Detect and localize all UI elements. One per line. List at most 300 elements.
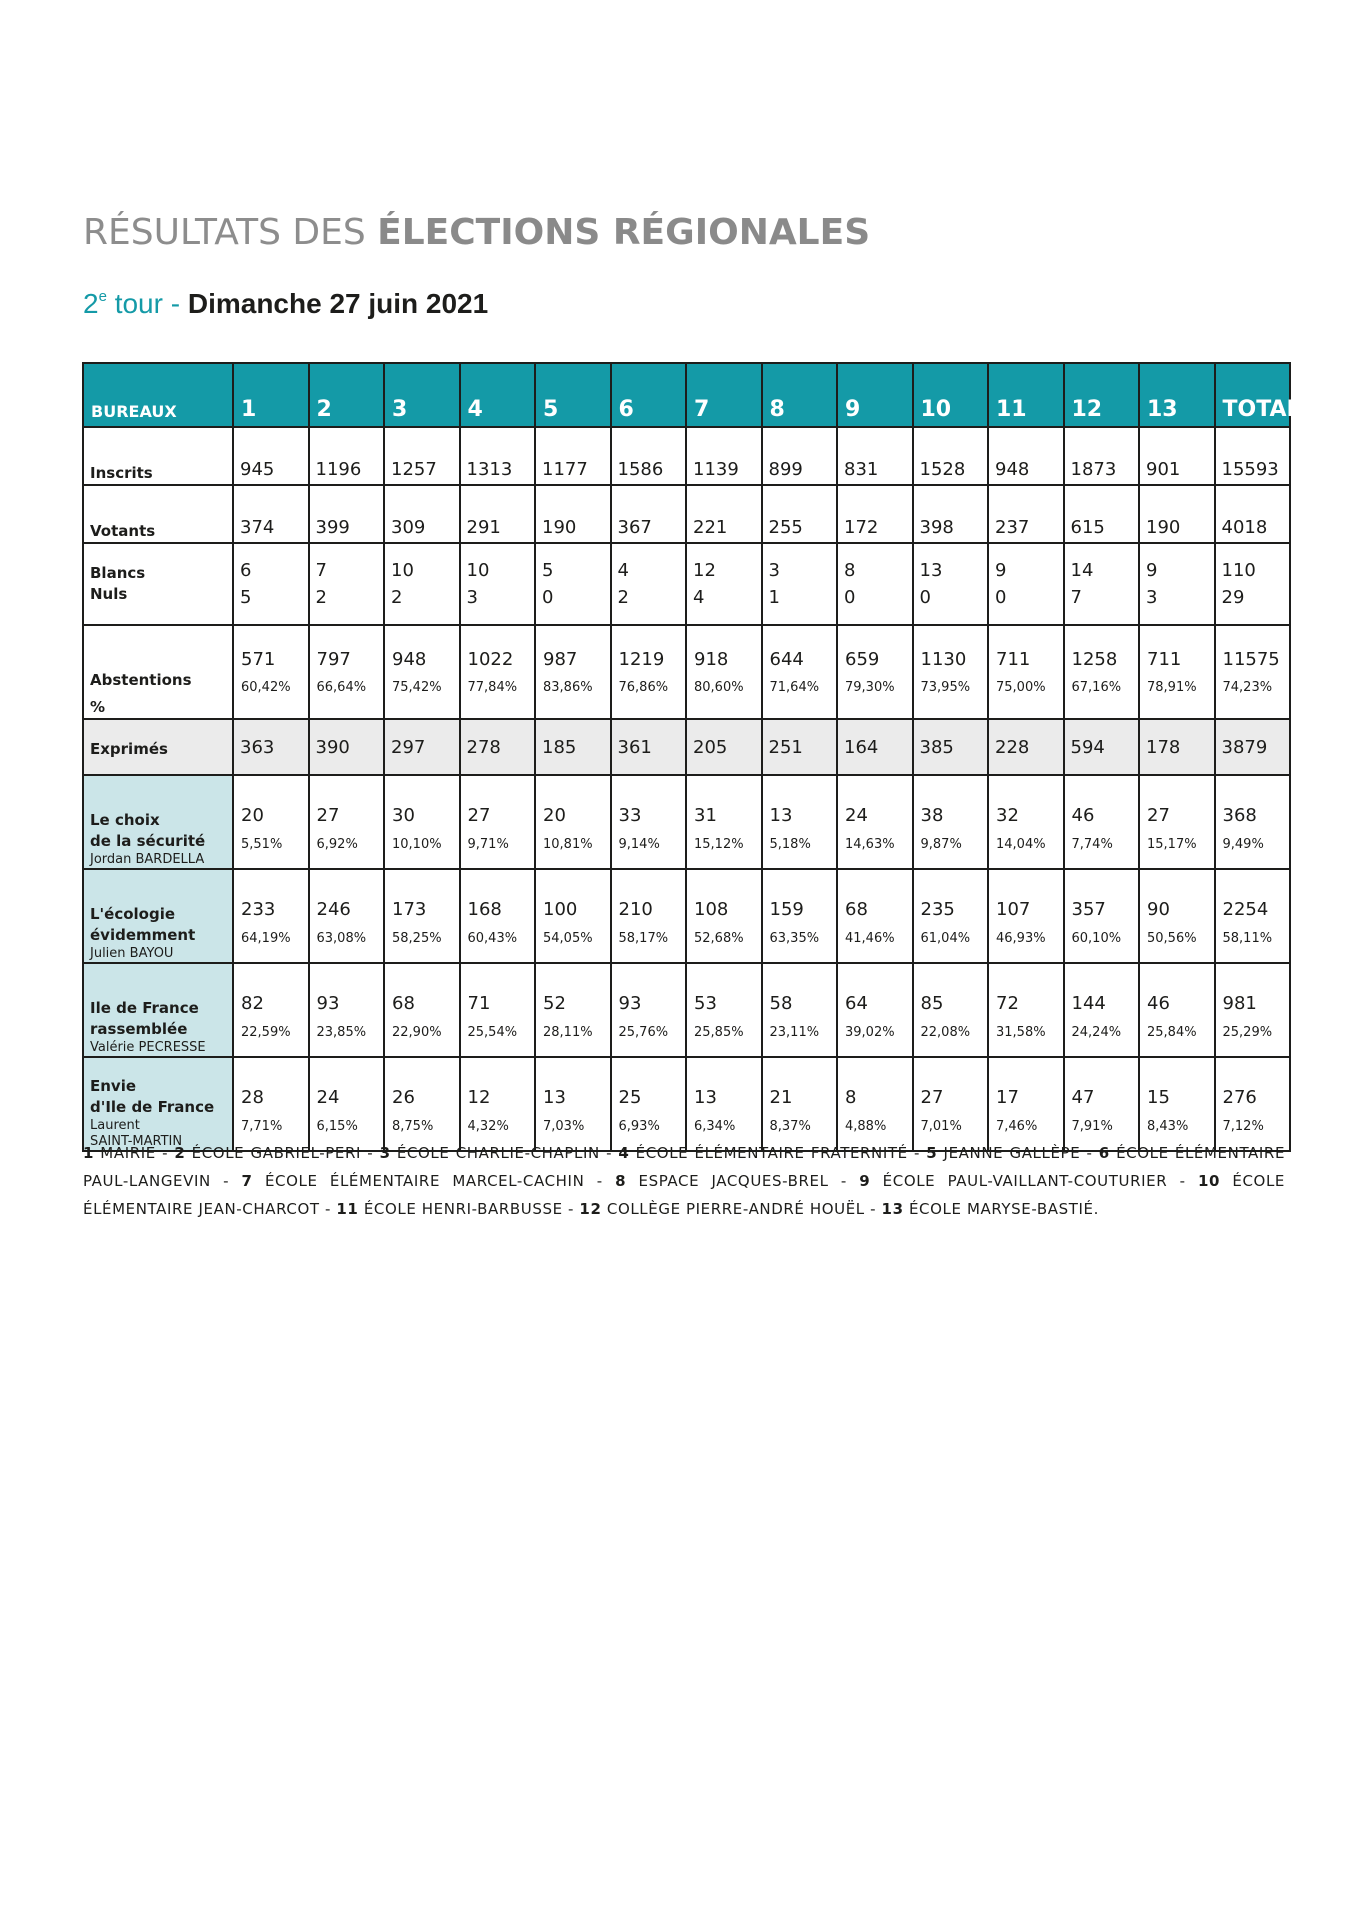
candidate-votes: 82 xyxy=(241,992,264,1014)
header-col-4: 4 xyxy=(460,363,536,427)
abstentions-value: 1022 xyxy=(467,649,514,670)
votants-cell: 398 xyxy=(913,485,989,543)
candidate-pct: 54,05% xyxy=(543,930,593,946)
header-col-13: 13 xyxy=(1139,363,1215,427)
title-bold: ÉLECTIONS RÉGIONALES xyxy=(377,212,871,253)
candidate-name: Julien BAYOU xyxy=(90,946,174,961)
candidate-pct: 5,51% xyxy=(241,836,283,852)
abstentions-pct: 79,30% xyxy=(845,680,895,695)
candidate-cell xyxy=(686,963,762,1057)
legend-name: ÉCOLE CHARLIE-CHAPLIN xyxy=(396,1144,600,1162)
exprimes-cell: 363 xyxy=(233,719,309,775)
legend-name: ÉCOLE ÉLÉMENTAIRE FRATERNITÉ xyxy=(635,1144,908,1162)
legend-name: COLLÈGE PIERRE-ANDRÉ HOUËL xyxy=(606,1200,865,1218)
tour-superscript: e xyxy=(98,288,107,305)
legend-number: 5 xyxy=(926,1144,938,1162)
candidate-votes: 233 xyxy=(241,898,276,920)
list-name-line1: Ile de France xyxy=(90,999,199,1017)
blancs-nuls-cell xyxy=(309,543,385,625)
header-col-1: 1 xyxy=(233,363,309,427)
inscrits-cell: 1873 xyxy=(1064,427,1140,485)
blancs-value: 10 xyxy=(466,560,490,581)
legend-number: 12 xyxy=(579,1200,602,1218)
nuls-value: 4 xyxy=(693,587,705,608)
header-col-9: 9 xyxy=(837,363,913,427)
candidate-votes: 24 xyxy=(316,1086,340,1108)
nuls-value: 0 xyxy=(844,587,856,608)
candidate-votes: 30 xyxy=(392,804,415,826)
votants-cell: 309 xyxy=(384,485,460,543)
abstentions-cell xyxy=(837,625,913,719)
candidate-pct: 6,15% xyxy=(316,1118,358,1134)
votants-cell: 237 xyxy=(988,485,1064,543)
candidate-votes: 368 xyxy=(1222,804,1257,826)
header-col-5: 5 xyxy=(535,363,611,427)
tour-number: 2 xyxy=(83,288,99,319)
label-abstentions-pct: % xyxy=(90,698,106,716)
candidate-votes: 26 xyxy=(392,1086,415,1108)
row-inscrits xyxy=(83,427,1290,485)
candidate-cell xyxy=(460,1057,536,1151)
row-abstentions xyxy=(83,625,1290,719)
nuls-value: 5 xyxy=(240,587,252,608)
label-abstentions xyxy=(83,625,233,719)
header-col-10: 10 xyxy=(913,363,989,427)
candidate-votes: 72 xyxy=(996,992,1019,1014)
abstentions-value: 918 xyxy=(694,649,729,670)
votants-cell: 4018 xyxy=(1215,485,1291,543)
candidate-cell xyxy=(309,1057,385,1151)
candidate-votes: 15 xyxy=(1147,1086,1170,1108)
blancs-value: 10 xyxy=(391,560,414,581)
candidate-votes: 21 xyxy=(769,1086,793,1108)
candidate-name: Valérie PECRESSE xyxy=(90,1040,206,1055)
inscrits-cell: 948 xyxy=(988,427,1064,485)
candidate-votes: 27 xyxy=(1147,804,1170,826)
candidate-label xyxy=(83,869,233,963)
candidate-votes: 93 xyxy=(316,992,340,1014)
votants-cell: 190 xyxy=(1139,485,1215,543)
candidate-pct: 28,11% xyxy=(543,1024,593,1040)
header-col-11: 11 xyxy=(988,363,1064,427)
candidate-votes: 20 xyxy=(241,804,264,826)
abstentions-value: 644 xyxy=(769,649,804,670)
candidate-pct: 7,01% xyxy=(920,1118,962,1134)
candidate-cell xyxy=(460,775,536,869)
votants-cell: 255 xyxy=(762,485,838,543)
abstentions-cell xyxy=(686,625,762,719)
candidate-pct: 22,90% xyxy=(392,1024,442,1040)
candidate-cell xyxy=(233,963,309,1057)
candidate-cell xyxy=(762,1057,838,1151)
candidate-cell xyxy=(913,775,989,869)
abstentions-cell xyxy=(233,625,309,719)
candidate-pct: 25,29% xyxy=(1222,1024,1273,1040)
candidate-pct: 14,04% xyxy=(996,836,1046,852)
candidate-votes: 25 xyxy=(618,1086,642,1108)
list-name-line1: L'écologie xyxy=(90,905,176,923)
abstentions-pct: 76,86% xyxy=(618,680,669,695)
candidate-cell xyxy=(233,775,309,869)
blancs-value: 4 xyxy=(617,560,629,581)
candidate-pct: 8,43% xyxy=(1147,1118,1189,1134)
legend-name: ÉCOLE ÉLÉMENTAIRE MARCEL-CACHIN xyxy=(264,1172,585,1190)
legend-name: ÉCOLE PAUL-VAILLANT-COUTURIER xyxy=(882,1172,1168,1190)
tour-word: tour - xyxy=(106,288,188,319)
candidate-pct: 58,17% xyxy=(618,930,669,946)
nuls-value: 0 xyxy=(542,587,554,608)
candidate-votes: 85 xyxy=(920,992,944,1014)
list-name-line1: Envie xyxy=(90,1077,137,1095)
candidate-votes: 27 xyxy=(467,804,491,826)
candidate-cell xyxy=(384,775,460,869)
blancs-nuls-cell xyxy=(762,543,838,625)
candidate-row xyxy=(83,1057,1290,1151)
candidate-cell xyxy=(535,963,611,1057)
candidate-votes: 13 xyxy=(543,1086,566,1108)
candidate-pct: 14,63% xyxy=(845,836,895,852)
candidate-cell xyxy=(988,775,1064,869)
candidate-votes: 58 xyxy=(769,992,793,1014)
candidate-label xyxy=(83,775,233,869)
candidate-pct: 23,11% xyxy=(769,1024,820,1040)
legend-number: 2 xyxy=(174,1144,186,1162)
exprimes-cell: 251 xyxy=(762,719,838,775)
header-row xyxy=(83,363,1290,427)
abstentions-pct: 80,60% xyxy=(694,680,744,695)
candidate-pct: 7,03% xyxy=(543,1118,585,1134)
header-col-3: 3 xyxy=(384,363,460,427)
candidate-cell xyxy=(988,963,1064,1057)
label-inscrits: Inscrits xyxy=(83,427,233,485)
legend-number: 7 xyxy=(241,1172,253,1190)
abstentions-value: 659 xyxy=(845,649,880,670)
abstentions-value: 711 xyxy=(1147,649,1182,670)
abstentions-pct: 73,95% xyxy=(920,680,971,695)
blancs-nuls-cell xyxy=(1064,543,1140,625)
candidate-pct: 4,32% xyxy=(467,1118,509,1134)
candidate-cell xyxy=(535,775,611,869)
legend-number: 1 xyxy=(83,1144,95,1162)
candidate-pct: 9,87% xyxy=(920,836,962,852)
candidate-cell xyxy=(762,963,838,1057)
candidate-votes: 173 xyxy=(392,898,427,920)
candidate-cell xyxy=(611,775,687,869)
candidate-label xyxy=(83,1057,233,1151)
exprimes-cell: 297 xyxy=(384,719,460,775)
abstentions-pct: 78,91% xyxy=(1147,680,1197,695)
candidate-votes: 235 xyxy=(920,898,955,920)
candidate-cell xyxy=(384,869,460,963)
candidate-pct: 7,12% xyxy=(1222,1118,1264,1134)
candidate-pct: 8,37% xyxy=(769,1118,811,1134)
votants-cell: 615 xyxy=(1064,485,1140,543)
candidate-pct: 58,25% xyxy=(392,930,442,946)
blancs-value: 7 xyxy=(315,560,327,581)
candidate-pct: 10,10% xyxy=(392,836,442,852)
bureaux-legend: 1 MAIRIE - 2 ÉCOLE GABRIEL-PERI - 3 ÉCOLE CHARLIE-CHAPLIN - 4 ÉCOLE ÉLÉMENTAIRE FRATERNITÉ - 5 JEANNE GALLÈPE - 6 ÉCOLE ÉLÉMENTAIRE PAUL-LANGEVIN - 7 ÉCOLE ÉLÉMENTAIRE MARCEL-CACHIN - 8 ESPACE JACQUES-BREL - 9 ÉCOLE PAUL-VAILLANT-COUTURIER - 10 ÉCOLE ÉLÉMENTAIRE JEAN-CHARCOT - 11 ÉCOLE HENRI-BARBUSSE - 12 COLLÈGE PIERRE-ANDRÉ HOUËL - 13 ÉCOLE MARYSE-BASTIÉ. xyxy=(83,1144,1286,1218)
legend-number: 10 xyxy=(1197,1172,1221,1190)
candidate-pct: 5,18% xyxy=(769,836,811,852)
candidate-votes: 33 xyxy=(618,804,642,826)
votants-cell: 172 xyxy=(837,485,913,543)
candidate-pct: 9,71% xyxy=(467,836,509,852)
candidate-cell xyxy=(1215,869,1291,963)
label-blancs: Blancs xyxy=(90,564,146,582)
candidate-pct: 60,43% xyxy=(467,930,518,946)
candidate-pct: 9,49% xyxy=(1222,836,1264,852)
candidate-cell xyxy=(384,1057,460,1151)
abstentions-cell xyxy=(988,625,1064,719)
nuls-value: 29 xyxy=(1221,587,1245,608)
exprimes-cell: 185 xyxy=(535,719,611,775)
abstentions-pct: 67,16% xyxy=(1071,680,1122,695)
inscrits-cell: 15593 xyxy=(1215,427,1291,485)
candidate-cell xyxy=(1139,775,1215,869)
candidate-pct: 23,85% xyxy=(316,1024,367,1040)
abstentions-pct: 77,84% xyxy=(467,680,518,695)
candidate-votes: 159 xyxy=(769,898,804,920)
blancs-value: 6 xyxy=(240,560,252,581)
candidate-cell xyxy=(611,1057,687,1151)
legend-name: ÉCOLE ÉLÉMENTAIRE JEAN-CHARCOT xyxy=(83,1172,1285,1218)
legend-name: ÉCOLE ÉLÉMENTAIRE PAUL-LANGEVIN xyxy=(83,1144,1286,1190)
votants-cell: 374 xyxy=(233,485,309,543)
candidate-cell xyxy=(309,869,385,963)
abstentions-cell xyxy=(762,625,838,719)
votants-cell: 399 xyxy=(309,485,385,543)
candidate-pct: 39,02% xyxy=(845,1024,895,1040)
candidate-pct: 15,12% xyxy=(694,836,744,852)
blancs-nuls-cell xyxy=(686,543,762,625)
inscrits-cell: 1139 xyxy=(686,427,762,485)
abstentions-cell xyxy=(1064,625,1140,719)
candidate-cell xyxy=(1139,869,1215,963)
candidate-cell xyxy=(1139,1057,1215,1151)
exprimes-cell: 278 xyxy=(460,719,536,775)
abstentions-pct: 83,86% xyxy=(543,680,593,695)
label-exprimes: Exprimés xyxy=(83,719,233,775)
tour-label xyxy=(83,288,188,319)
inscrits-cell: 899 xyxy=(762,427,838,485)
row-votants xyxy=(83,485,1290,543)
legend-name: MAIRIE xyxy=(100,1144,156,1162)
blancs-nuls-cell xyxy=(1139,543,1215,625)
inscrits-cell: 1586 xyxy=(611,427,687,485)
abstentions-value: 1219 xyxy=(618,649,665,670)
candidate-pct: 24,24% xyxy=(1071,1024,1122,1040)
candidate-cell xyxy=(686,869,762,963)
candidate-pct: 25,85% xyxy=(694,1024,744,1040)
list-name-line2: d'Ile de France xyxy=(90,1098,215,1116)
candidate-votes: 31 xyxy=(694,804,717,826)
blancs-value: 5 xyxy=(542,560,554,581)
candidate-votes: 27 xyxy=(316,804,340,826)
title-light: RÉSULTATS DES xyxy=(83,212,378,253)
abstentions-pct: 71,64% xyxy=(769,680,820,695)
inscrits-cell: 1528 xyxy=(913,427,989,485)
header-col-7: 7 xyxy=(686,363,762,427)
header-col-14: TOTAL xyxy=(1215,363,1291,427)
abstentions-value: 1258 xyxy=(1071,649,1118,670)
candidate-votes: 8 xyxy=(845,1086,857,1108)
blancs-value: 13 xyxy=(919,560,943,581)
page-title xyxy=(83,212,870,253)
candidate-cell xyxy=(762,775,838,869)
candidate-votes: 2254 xyxy=(1222,898,1269,920)
candidate-pct: 41,46% xyxy=(845,930,895,946)
candidate-cell xyxy=(988,869,1064,963)
abstentions-cell xyxy=(384,625,460,719)
nuls-value: 3 xyxy=(466,587,478,608)
candidate-votes: 28 xyxy=(241,1086,264,1108)
candidate-votes: 47 xyxy=(1071,1086,1095,1108)
nuls-value: 2 xyxy=(315,587,327,608)
candidate-pct: 61,04% xyxy=(920,930,971,946)
label-blancs-nuls xyxy=(83,543,233,625)
candidate-votes: 13 xyxy=(769,804,793,826)
candidate-cell xyxy=(309,963,385,1057)
legend-name: ÉCOLE HENRI-BARBUSSE xyxy=(363,1200,563,1218)
candidate-pct: 58,11% xyxy=(1222,930,1273,946)
candidate-cell xyxy=(460,963,536,1057)
label-abstentions-text: Abstentions xyxy=(90,671,192,689)
page-subtitle xyxy=(83,288,488,320)
candidate-votes: 20 xyxy=(543,804,566,826)
nuls-value: 1 xyxy=(768,587,780,608)
candidate-pct: 46,93% xyxy=(996,930,1046,946)
abstentions-pct: 60,42% xyxy=(241,680,291,695)
candidate-cell xyxy=(309,775,385,869)
candidate-cell xyxy=(1139,963,1215,1057)
exprimes-cell: 385 xyxy=(913,719,989,775)
candidate-cell xyxy=(913,963,989,1057)
candidate-votes: 71 xyxy=(467,992,491,1014)
nuls-value: 2 xyxy=(391,587,403,608)
candidate-votes: 46 xyxy=(1147,992,1170,1014)
candidate-cell xyxy=(913,869,989,963)
exprimes-cell: 178 xyxy=(1139,719,1215,775)
abstentions-pct: 75,00% xyxy=(996,680,1046,695)
candidate-votes: 981 xyxy=(1222,992,1257,1014)
election-date: Dimanche 27 juin 2021 xyxy=(187,288,489,319)
abstentions-cell xyxy=(1215,625,1291,719)
abstentions-value: 711 xyxy=(996,649,1031,670)
header-col-8: 8 xyxy=(762,363,838,427)
results-table xyxy=(82,362,1301,1152)
blancs-value: 3 xyxy=(768,560,780,581)
candidate-name: Laurent xyxy=(90,1118,140,1133)
abstentions-cell xyxy=(913,625,989,719)
nuls-value: 0 xyxy=(995,587,1007,608)
legend-number: 3 xyxy=(379,1144,391,1162)
candidate-pct: 63,08% xyxy=(316,930,367,946)
candidate-votes: 276 xyxy=(1222,1086,1257,1108)
candidate-votes: 24 xyxy=(845,804,868,826)
candidate-votes: 46 xyxy=(1071,804,1095,826)
abstentions-cell xyxy=(309,625,385,719)
blancs-value: 9 xyxy=(1146,560,1158,581)
candidate-pct: 63,35% xyxy=(769,930,820,946)
candidate-votes: 168 xyxy=(467,898,502,920)
candidate-pct: 6,92% xyxy=(316,836,358,852)
candidate-row xyxy=(83,775,1290,869)
nuls-value: 3 xyxy=(1146,587,1158,608)
blancs-nuls-cell xyxy=(1215,543,1291,625)
candidate-pct: 15,17% xyxy=(1147,836,1197,852)
row-blancs-nuls xyxy=(83,543,1290,625)
candidate-row xyxy=(83,869,1290,963)
candidate-votes: 357 xyxy=(1071,898,1106,920)
inscrits-cell: 1177 xyxy=(535,427,611,485)
candidate-votes: 64 xyxy=(845,992,868,1014)
candidate-cell xyxy=(686,1057,762,1151)
candidate-votes: 12 xyxy=(467,1086,491,1108)
label-votants: Votants xyxy=(83,485,233,543)
legend-number: 8 xyxy=(615,1172,627,1190)
candidate-pct: 25,76% xyxy=(618,1024,669,1040)
legend-name: ESPACE JACQUES-BREL xyxy=(638,1172,829,1190)
candidate-cell xyxy=(611,963,687,1057)
blancs-value: 110 xyxy=(1221,560,1256,581)
candidate-name: Jordan BARDELLA xyxy=(90,852,205,867)
label-nuls: Nuls xyxy=(90,585,128,603)
blancs-value: 12 xyxy=(693,560,716,581)
votants-cell: 367 xyxy=(611,485,687,543)
exprimes-cell: 3879 xyxy=(1215,719,1291,775)
candidate-cell xyxy=(988,1057,1064,1151)
inscrits-cell: 831 xyxy=(837,427,913,485)
blancs-value: 8 xyxy=(844,560,856,581)
candidate-votes: 27 xyxy=(920,1086,944,1108)
legend-number: 4 xyxy=(618,1144,630,1162)
abstentions-value: 797 xyxy=(316,649,351,670)
candidate-cell xyxy=(384,963,460,1057)
candidate-cell xyxy=(535,869,611,963)
candidate-pct: 6,34% xyxy=(694,1118,736,1134)
inscrits-cell: 1196 xyxy=(309,427,385,485)
candidate-cell xyxy=(1064,869,1140,963)
candidate-cell xyxy=(686,775,762,869)
candidate-label xyxy=(83,963,233,1057)
candidate-cell xyxy=(1064,775,1140,869)
blancs-nuls-cell xyxy=(913,543,989,625)
candidate-pct: 64,19% xyxy=(241,930,291,946)
blancs-nuls-cell xyxy=(460,543,536,625)
candidate-cell xyxy=(1215,1057,1291,1151)
candidate-pct: 7,74% xyxy=(1071,836,1113,852)
candidate-votes: 17 xyxy=(996,1086,1019,1108)
list-name-line2: rassemblée xyxy=(90,1020,188,1038)
abstentions-pct: 75,42% xyxy=(392,680,442,695)
inscrits-cell: 901 xyxy=(1139,427,1215,485)
header-col-2: 2 xyxy=(309,363,385,427)
row-exprimes xyxy=(83,719,1290,775)
abstentions-pct: 74,23% xyxy=(1222,680,1273,695)
blancs-nuls-cell xyxy=(611,543,687,625)
legend-number: 13 xyxy=(881,1200,904,1218)
candidate-votes: 13 xyxy=(694,1086,717,1108)
abstentions-cell xyxy=(460,625,536,719)
nuls-value: 0 xyxy=(919,587,931,608)
candidate-votes: 32 xyxy=(996,804,1019,826)
legend-number: 9 xyxy=(859,1172,871,1190)
legend-number: 6 xyxy=(1098,1144,1110,1162)
candidate-pct: 8,75% xyxy=(392,1118,434,1134)
blancs-nuls-cell xyxy=(384,543,460,625)
abstentions-value: 571 xyxy=(241,649,276,670)
candidate-votes: 108 xyxy=(694,898,729,920)
